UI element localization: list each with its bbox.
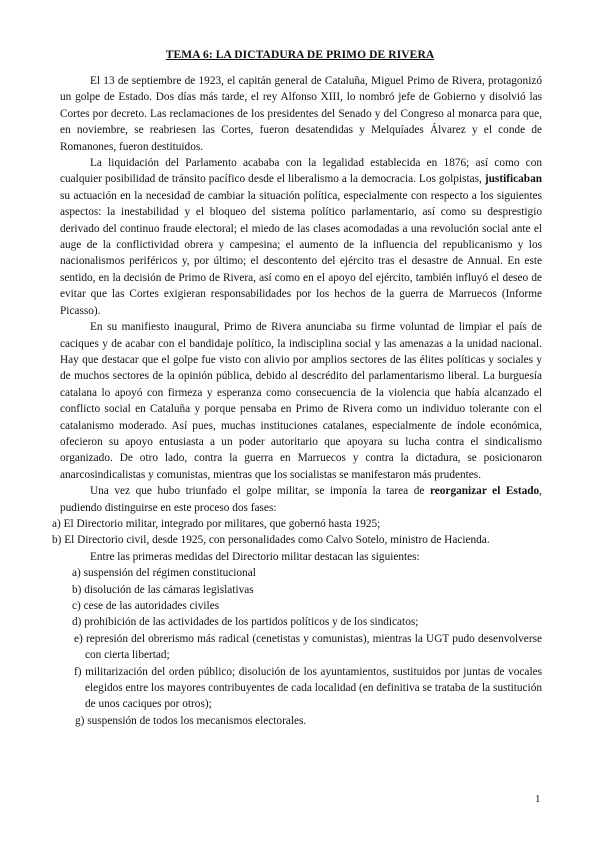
page-title: TEMA 6: LA DICTADURA DE PRIMO DE RIVERA xyxy=(165,49,435,61)
list-item: d) prohibición de las actividades de los partidos políticos y de los sindicatos; xyxy=(72,616,419,629)
list-item: f) militarización del orden público; disolución de los ayuntamientos, sustituidos por juntas de vocales elegidos entre los mayores contribuyentes de cada localidad (en definitiva se trataba de la sustitución de unos caciques por otros); xyxy=(74,665,542,711)
list-item: e) represión del obrerismo más radical (cenetistas y comunistas), mientras la UGT pudo desenvolverse con cierta libertad; xyxy=(74,632,542,662)
document-body xyxy=(52,73,542,729)
paragraph-4 xyxy=(60,483,542,516)
list-item: a) El Directorio militar, integrado por militares, que gobernó hasta 1925; xyxy=(52,517,381,530)
list-item: g) suspensión de todos los mecanismos electorales. xyxy=(75,714,307,727)
paragraph-4-text-b: , pudiendo distinguirse en este proceso dos fases: xyxy=(60,485,542,514)
paragraph-5: Entre las primeras medidas del Directorio militar destacan las siguientes: xyxy=(90,550,420,563)
list-item: b) disolución de las cámaras legislativas xyxy=(72,583,254,596)
phases-list xyxy=(52,516,542,549)
list-item: c) cese de las autoridades civiles xyxy=(72,600,220,612)
paragraph-3: En su manifiesto inaugural, Primo de Rivera anunciaba su firme voluntad de limpiar el país de caciques y de acabar con el bandidaje político, la indisciplina social y las amenazas a la unidad nacional. Hay que destacar que el golpe fue visto con alivio por amplios sectores de las élites políticas y sociales y de muchos sectores de la opinión pública, debido al descrédito del parlamentarismo liberal. La burguesía catalana lo apoyó con firmeza y esperanza como consecuencia de la violencia que había alcanzado el conflicto social en Cataluña y porque pensaba en Primo de Rivera como un individuo tolerante con el catalanismo moderado. Así pues, muchas instituciones catalanes, especialmente de índole económica, ofecieron su apoyo entusiasta a un poder autoritario que apoyara su lucha contra el sindicalismo organizado. De otro lado, contra la guerra en Marruecos y contra la dictadura, se posicionaron anarcosindicalistas y comunistas, mientras que los socialistas se manifestaron más prudentes. xyxy=(60,321,542,481)
measures-list xyxy=(60,565,542,729)
paragraph-2 xyxy=(60,155,542,319)
paragraph-2-text-a: La liquidación del Parlamento acababa con la legalidad establecida en 1876; así como con cualquier posibilidad de tránsito pacífico desde el liberalismo a la democracia. Los golpistas, xyxy=(60,157,542,186)
paragraph-4-bold: reorganizar el Estado xyxy=(429,485,540,498)
list-item: b) El Directorio civil, desde 1925, con personalidades como Calvo Sotelo, ministro de Hacienda. xyxy=(52,534,490,547)
page-number: 1 xyxy=(535,793,541,805)
paragraph-2-bold: justificaban xyxy=(484,173,542,186)
paragraph-4-text-a: Una vez que hubo triunfado el golpe militar, se imponía la tarea de xyxy=(90,485,430,498)
paragraph-1: El 13 de septiembre de 1923, el capitán general de Cataluña, Miguel Primo de Rivera, protagonizó un golpe de Estado. Dos días más tarde, el rey Alfonso XIII, lo nombró jefe de Gobierno y disolvió las Cortes por decreto. Las reclamaciones de los presidentes del Senado y del Congreso al monarca para que, en noviembre, se reabriesen las Cortes, fueron desatendidas y Melquíades Álvarez y el conde de Romanones, fueron destituidos. xyxy=(60,75,542,153)
paragraph-2-text-b: su actuación en la necesidad de cambiar la situación política, especialmente con respecto a los siguientes aspectos: la inestabilidad y el bloqueo del sistema político parlamentario, así como su desprestigio derivado del continuo fraude electoral; el miedo de las clases acomodadas a una revolución social ante el auge de la conflictividad obrera y campesina; el aumento de la influencia del republicanismo y los nacionalismos periféricos y, por último; el descontento del ejército tras el desastre de Annual. En este sentido, en la decisión de Primo de Rivera, así como en el apoyo del ejército, también influyó el deseo de evitar que las Cortes exigieran responsabilidades por los hechos de la guerra de Marruecos (Informe Picasso). xyxy=(60,189,542,317)
list-item: a) suspensión del régimen constitucional xyxy=(72,567,256,580)
